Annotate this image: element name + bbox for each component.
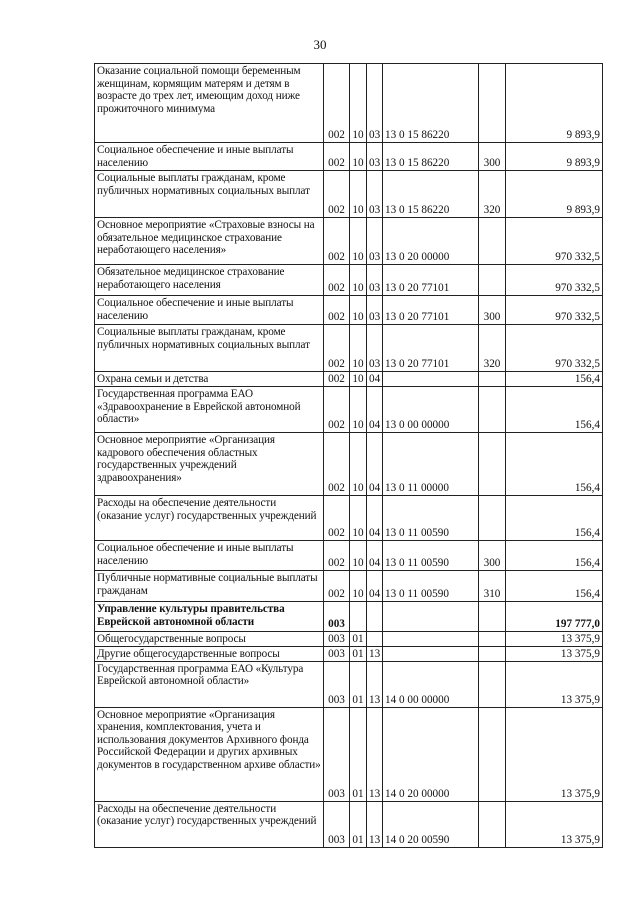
row-expense-type: 310 [479, 571, 506, 602]
row-ministry-code: 002 [324, 143, 350, 171]
row-subsection-code: 03 [367, 325, 383, 372]
row-ministry-code: 003 [324, 707, 350, 801]
row-program-code: 13 0 11 00590 [383, 496, 479, 541]
row-name: Основное мероприятие «Организация кадрового обеспечения областных государственных учреждений здравоохранения» [95, 433, 324, 496]
row-section-code: 10 [350, 496, 367, 541]
table-row [95, 218, 603, 265]
row-section-code: 01 [350, 632, 367, 647]
row-expense-type [479, 707, 506, 801]
table-row [95, 433, 603, 496]
row-ministry-code: 002 [324, 296, 350, 325]
row-expense-type [479, 801, 506, 847]
row-program-code: 14 0 00 00000 [383, 661, 479, 707]
row-subsection-code: 03 [367, 296, 383, 325]
row-ministry-code: 002 [324, 372, 350, 387]
row-section-code: 10 [350, 541, 367, 571]
table-row [95, 265, 603, 296]
row-ministry-code: 002 [324, 541, 350, 571]
row-subsection-code: 03 [367, 218, 383, 265]
row-amount: 970 332,5 [506, 325, 603, 372]
row-section-code [350, 602, 367, 632]
row-amount: 13 375,9 [506, 801, 603, 847]
row-program-code: 14 0 20 00000 [383, 707, 479, 801]
row-program-code: 13 0 15 86220 [383, 64, 479, 143]
table-row [95, 602, 603, 632]
row-program-code: 13 0 20 00000 [383, 218, 479, 265]
page-number: 30 [313, 37, 327, 52]
table-row [95, 387, 603, 433]
table-row [95, 647, 603, 662]
row-name: Основное мероприятие «Страховые взносы на обязательное медицинское страхование неработающего населения» [95, 218, 324, 265]
table-row [95, 571, 603, 602]
row-amount: 970 332,5 [506, 218, 603, 265]
row-subsection-code [367, 632, 383, 647]
table-row [95, 143, 603, 171]
row-expense-type: 300 [479, 541, 506, 571]
table-row [95, 325, 603, 372]
row-subsection-code: 13 [367, 707, 383, 801]
row-subsection-code: 04 [367, 571, 383, 602]
row-section-code: 10 [350, 387, 367, 433]
row-section-code: 10 [350, 171, 367, 218]
row-ministry-code: 002 [324, 265, 350, 296]
row-expense-type: 320 [479, 325, 506, 372]
row-amount: 13 375,9 [506, 632, 603, 647]
row-amount: 970 332,5 [506, 296, 603, 325]
row-ministry-code: 003 [324, 602, 350, 632]
row-amount: 156,4 [506, 372, 603, 387]
row-subsection-code: 04 [367, 541, 383, 571]
row-program-code [383, 602, 479, 632]
row-expense-type [479, 661, 506, 707]
row-expense-type: 300 [479, 143, 506, 171]
row-name: Расходы на обеспечение деятельности (оказание услуг) государственных учреждений [95, 801, 324, 847]
row-name: Публичные нормативные социальные выплаты гражданам [95, 571, 324, 602]
row-amount: 13 375,9 [506, 647, 603, 662]
row-program-code: 13 0 11 00590 [383, 571, 479, 602]
row-expense-type [479, 647, 506, 662]
row-program-code: 13 0 00 00000 [383, 387, 479, 433]
row-section-code: 01 [350, 647, 367, 662]
row-name: Социальное обеспечение и иные выплаты населению [95, 143, 324, 171]
row-expense-type [479, 265, 506, 296]
row-subsection-code: 13 [367, 661, 383, 707]
table-row [95, 171, 603, 218]
row-expense-type: 300 [479, 296, 506, 325]
table-row [95, 801, 603, 847]
row-section-code: 10 [350, 64, 367, 143]
row-amount: 156,4 [506, 387, 603, 433]
row-section-code: 10 [350, 571, 367, 602]
row-name: Социальное обеспечение и иные выплаты населению [95, 296, 324, 325]
row-amount: 156,4 [506, 541, 603, 571]
row-program-code: 13 0 11 00000 [383, 433, 479, 496]
row-ministry-code: 002 [324, 387, 350, 433]
row-name: Общегосударственные вопросы [95, 632, 324, 647]
row-expense-type [479, 218, 506, 265]
row-subsection-code: 13 [367, 801, 383, 847]
row-name: Социальные выплаты гражданам, кроме публичных нормативных социальных выплат [95, 325, 324, 372]
row-amount: 13 375,9 [506, 661, 603, 707]
row-section-code: 10 [350, 433, 367, 496]
row-section-code: 10 [350, 218, 367, 265]
row-subsection-code: 03 [367, 171, 383, 218]
row-ministry-code: 002 [324, 571, 350, 602]
row-subsection-code: 13 [367, 647, 383, 662]
row-ministry-code: 002 [324, 433, 350, 496]
row-expense-type [479, 496, 506, 541]
table-row [95, 632, 603, 647]
row-ministry-code: 003 [324, 632, 350, 647]
row-name: Государственная программа ЕАО «Культура Еврейской автономной области» [95, 661, 324, 707]
row-program-code: 13 0 20 77101 [383, 296, 479, 325]
table-row [95, 496, 603, 541]
row-amount: 9 893,9 [506, 64, 603, 143]
row-amount: 156,4 [506, 571, 603, 602]
row-ministry-code: 002 [324, 171, 350, 218]
row-name: Социальное обеспечение и иные выплаты населению [95, 541, 324, 571]
row-program-code [383, 632, 479, 647]
table-row [95, 64, 603, 143]
row-name: Другие общегосударственные вопросы [95, 647, 324, 662]
row-section-code: 10 [350, 325, 367, 372]
row-ministry-code: 003 [324, 661, 350, 707]
row-amount: 156,4 [506, 496, 603, 541]
row-expense-type [479, 433, 506, 496]
row-amount: 13 375,9 [506, 707, 603, 801]
row-expense-type [479, 372, 506, 387]
row-amount: 156,4 [506, 433, 603, 496]
row-ministry-code: 003 [324, 647, 350, 662]
row-name: Социальные выплаты гражданам, кроме публичных нормативных социальных выплат [95, 171, 324, 218]
row-section-code: 10 [350, 143, 367, 171]
row-name: Основное мероприятие «Организация хранения, комплектования, учета и использования документов Архивного фонда Российской Федерации и других архивных документов в государственном архиве области» [95, 707, 324, 801]
row-expense-type [479, 602, 506, 632]
row-ministry-code: 002 [324, 218, 350, 265]
row-subsection-code [367, 602, 383, 632]
row-amount: 970 332,5 [506, 265, 603, 296]
row-expense-type [479, 632, 506, 647]
row-ministry-code: 002 [324, 325, 350, 372]
row-program-code: 13 0 15 86220 [383, 143, 479, 171]
row-expense-type [479, 64, 506, 143]
row-section-code: 01 [350, 801, 367, 847]
row-section-code: 01 [350, 661, 367, 707]
table-row [95, 372, 603, 387]
row-subsection-code: 04 [367, 433, 383, 496]
row-expense-type [479, 387, 506, 433]
row-subsection-code: 03 [367, 64, 383, 143]
row-program-code [383, 372, 479, 387]
row-ministry-code: 003 [324, 801, 350, 847]
row-name: Государственная программа ЕАО «Здравоохранение в Еврейской автономной области» [95, 387, 324, 433]
row-program-code: 13 0 15 86220 [383, 171, 479, 218]
row-subsection-code: 03 [367, 265, 383, 296]
row-section-code: 10 [350, 265, 367, 296]
row-ministry-code: 002 [324, 64, 350, 143]
row-name: Обязательное медицинское страхование неработающего населения [95, 265, 324, 296]
table-row [95, 541, 603, 571]
row-ministry-code: 002 [324, 496, 350, 541]
table-row [95, 661, 603, 707]
row-program-code: 13 0 20 77101 [383, 325, 479, 372]
row-subsection-code: 04 [367, 387, 383, 433]
row-amount: 9 893,9 [506, 143, 603, 171]
row-name: Расходы на обеспечение деятельности (оказание услуг) государственных учреждений [95, 496, 324, 541]
budget-table [94, 63, 603, 848]
row-name: Оказание социальной помощи беременным женщинам, кормящим матерям и детям в возрасте до трех лет, имеющим доход ниже прожиточного минимума [95, 64, 324, 143]
row-amount: 9 893,9 [506, 171, 603, 218]
row-section-code: 01 [350, 707, 367, 801]
row-subsection-code: 03 [367, 143, 383, 171]
row-program-code: 13 0 11 00590 [383, 541, 479, 571]
budget-table-body [95, 64, 603, 848]
row-program-code: 14 0 20 00590 [383, 801, 479, 847]
row-subsection-code: 04 [367, 372, 383, 387]
table-row [95, 296, 603, 325]
row-name: Охрана семьи и детства [95, 372, 324, 387]
row-section-code: 10 [350, 296, 367, 325]
table-row [95, 707, 603, 801]
row-program-code: 13 0 20 77101 [383, 265, 479, 296]
row-amount: 197 777,0 [506, 602, 603, 632]
row-expense-type: 320 [479, 171, 506, 218]
row-name: Управление культуры правительства Еврейской автономной области [95, 602, 324, 632]
row-program-code [383, 647, 479, 662]
row-section-code: 10 [350, 372, 367, 387]
row-subsection-code: 04 [367, 496, 383, 541]
